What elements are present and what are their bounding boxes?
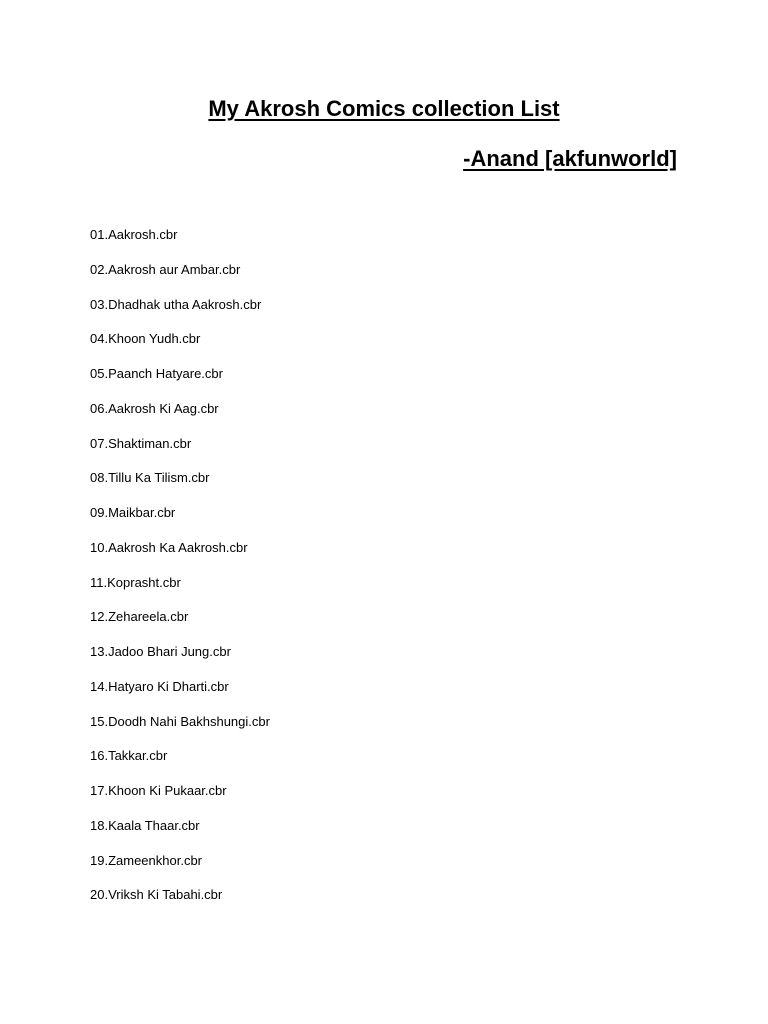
list-item: 06.Aakrosh Ki Aag.cbr: [90, 400, 219, 416]
list-item: 19.Zameenkhor.cbr: [90, 852, 203, 868]
list-item: 09.Maikbar.cbr: [90, 505, 176, 520]
list-item: 05.Paanch Hatyare.cbr: [90, 366, 223, 381]
list-item: 16.Takkar.cbr: [90, 748, 168, 764]
list-item: 01.Aakrosh.cbr: [90, 227, 178, 242]
list-item: 18.Kaala Thaar.cbr: [90, 817, 200, 833]
list-item: 13.Jadoo Bhari Jung.cbr: [90, 644, 231, 659]
list-item: 04.Khoon Yudh.cbr: [90, 331, 201, 347]
list-item: 07.Shaktiman.cbr: [90, 435, 192, 451]
list-item: 02.Aakrosh aur Ambar.cbr: [90, 261, 241, 277]
list-item: 15.Doodh Nahi Bakhshungi.cbr: [90, 713, 270, 729]
list-item: 08.Tillu Ka Tilism.cbr: [90, 470, 210, 486]
comics-list: [90, 226, 270, 921]
list-item: 11.Koprasht.cbr: [90, 574, 181, 590]
list-item: 14.Hatyaro Ki Dharti.cbr: [90, 678, 229, 694]
list-item: 20.Vriksh Ki Tabahi.cbr: [90, 887, 223, 903]
list-item: 10.Aakrosh Ka Aakrosh.cbr: [90, 539, 248, 555]
document-author: -Anand [akfunworld]: [463, 146, 677, 171]
list-item: 12.Zehareela.cbr: [90, 609, 189, 625]
document-title: My Akrosh Comics collection List: [208, 96, 560, 121]
list-item: 03.Dhadhak utha Aakrosh.cbr: [90, 296, 262, 312]
list-item: 17.Khoon Ki Pukaar.cbr: [90, 783, 227, 798]
